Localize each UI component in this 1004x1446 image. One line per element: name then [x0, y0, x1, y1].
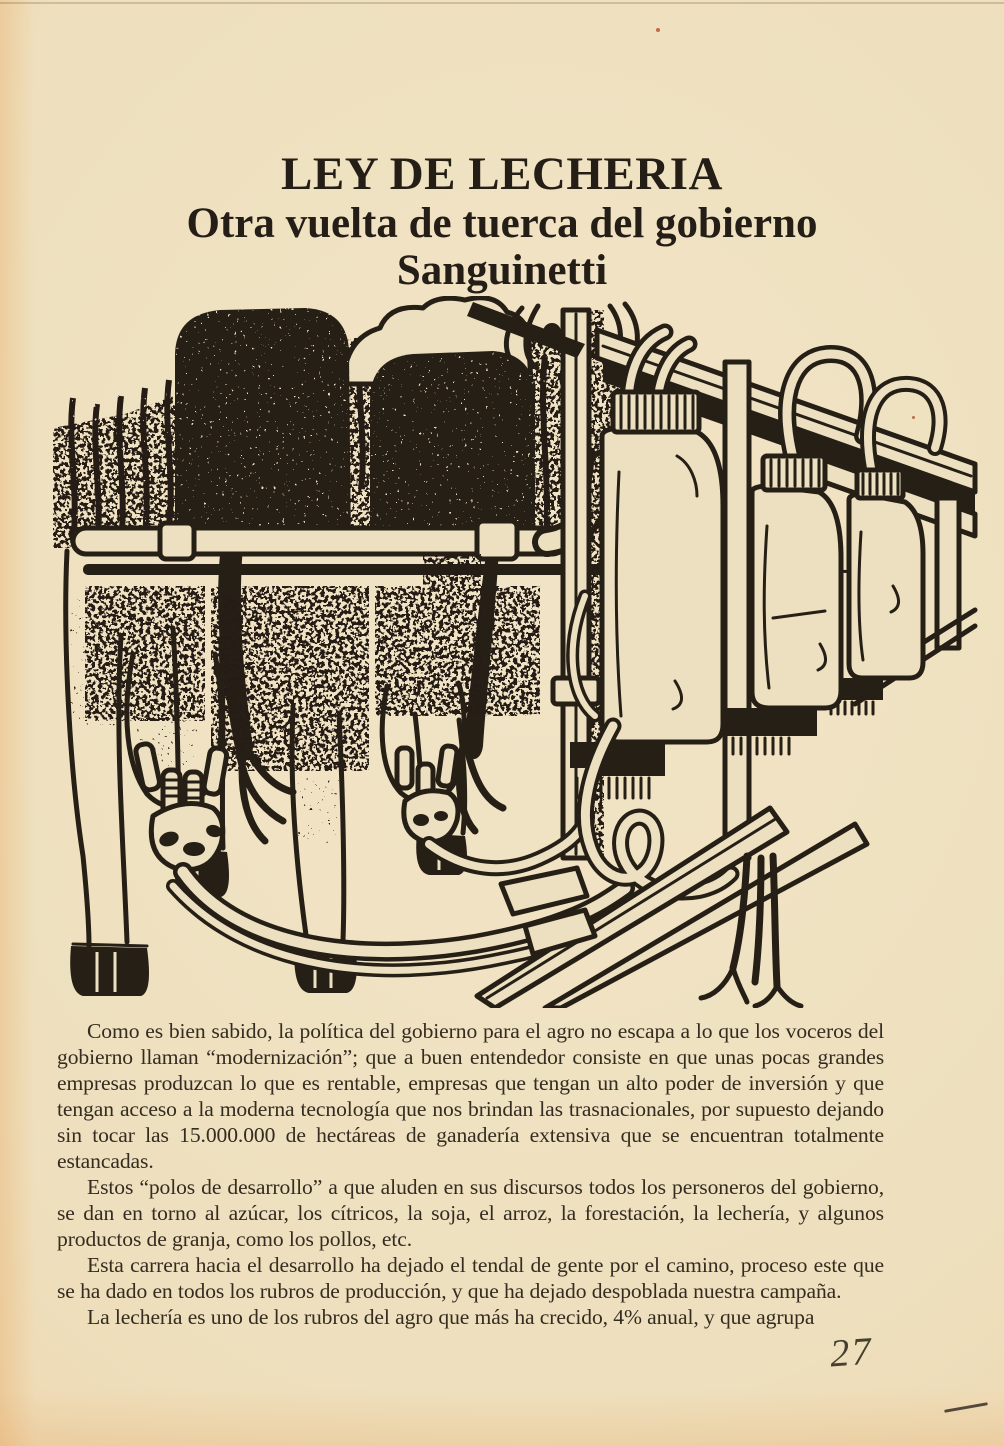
- paragraph-4: La lechería es uno de los rubros del agro que más ha crecido, 4% anual, y que agrupa: [87, 1305, 815, 1329]
- pen-mark: [944, 1402, 988, 1413]
- article-title: LEY DE LECHERIA: [281, 148, 723, 200]
- paragraph-3: Esta carrera hacia el desarrollo ha dejado el tendal de gente por el camino, proceso este que se ha dado en todos los rubros de producción, y que ha dejado despoblada nuestra campaña.: [57, 1253, 884, 1303]
- scan-edge-line: [0, 2, 1004, 4]
- ink-speck: [912, 416, 915, 419]
- ink-speck: [656, 28, 660, 32]
- article-body: [57, 1018, 884, 1330]
- article-subtitle-line2: Sanguinetti: [396, 247, 608, 294]
- paragraph-2: Estos “polos de desarrollo” a que aluden en sus discursos todos los personeros del gobierno, se dan en torno al azúcar, los cítricos, la soja, el arroz, la forestación, la lechería, y algunos productos de granja, como los pollos, etc.: [57, 1175, 884, 1251]
- milking-claw-cow2: [397, 745, 458, 842]
- paragraph-1: Como es bien sabido, la política del gobierno para el agro no escapa a lo que los voceros del gobierno llaman “modernización”; que a buen entendedor consiste en que unas pocas grandes empresas produzcan lo que es rentable, empresas que tengan un alto poder de inversión y que tengan acceso a la moderna tecnología que nos brindan las trasnacionales, por supuesto dejando sin tocar las 15.000.000 de hectáreas de ganadería extensiva que se encuentran totalmente estancadas.: [57, 1019, 884, 1173]
- article-subtitle-line1: Otra vuelta de tuerca del gobierno: [186, 200, 818, 247]
- article-header: [12, 148, 992, 294]
- milking-cows-illustration: [25, 296, 980, 1008]
- page-number: 27: [828, 1329, 875, 1376]
